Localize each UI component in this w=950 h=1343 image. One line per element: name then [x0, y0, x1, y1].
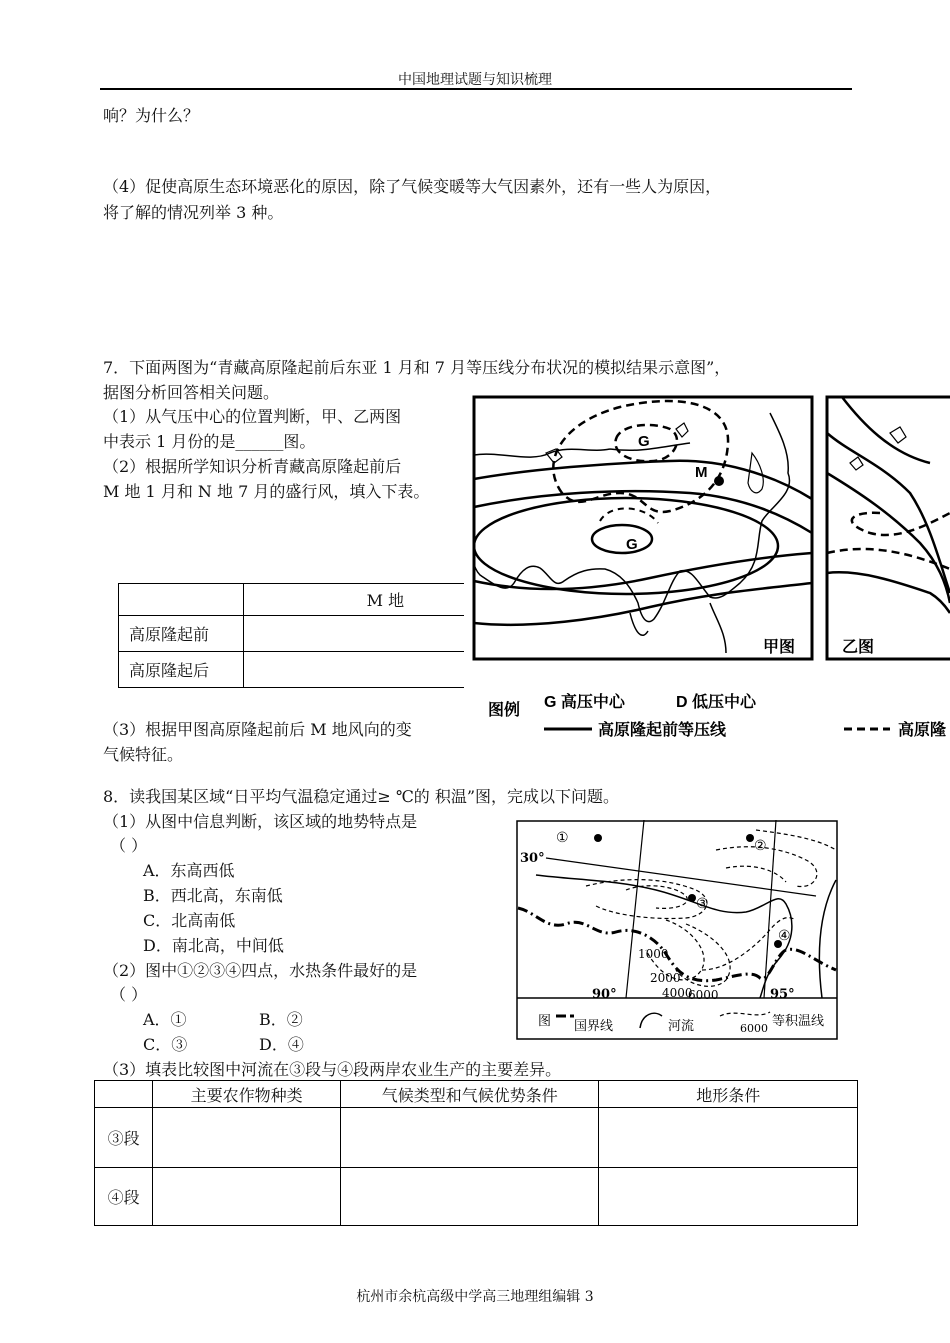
q7-wind-table-container — [118, 583, 464, 689]
map-iso-2000: 2000 — [650, 971, 681, 985]
q6-continuation: 响？为什么？ — [103, 106, 200, 125]
q8-option-d[interactable]: D．南北高，中间低 — [143, 936, 284, 955]
map-legend-river: 河流 — [668, 1019, 695, 1034]
map-yi-label: 乙图 — [842, 639, 875, 656]
q7-part3-line1: （3）根据甲图高原隆起前后 M 地风向的变 — [103, 720, 412, 739]
q7-wind-table — [118, 583, 464, 688]
q8-option-b[interactable]: B．西北高，东南低 — [143, 886, 283, 905]
q7-part3-line2: 气候特征。 — [103, 745, 184, 764]
q6-part4-line1: （4）促使高原生态环境恶化的原因，除了气候变暖等大气因素外，还有一些人为原因， — [103, 177, 722, 196]
q8-table-header-crops: 主要农作物种类 — [153, 1081, 341, 1108]
map-legend-title: 图 — [538, 1014, 552, 1029]
q8-p2-option-c[interactable]: C．③ — [143, 1035, 188, 1054]
q8-table-cell-3-crops[interactable] — [153, 1108, 341, 1168]
q8-part3: （3）填表比较图中河流在③段与④段两岸农业生产的主要差异。 — [103, 1060, 562, 1079]
legend-before-isobar: 高原隆起前等压线 — [598, 722, 727, 739]
legend-high-center: G 高压中心 — [544, 694, 625, 711]
map-jia-high-g1: G — [638, 433, 650, 450]
q8-table-header-terrain: 地形条件 — [599, 1081, 858, 1108]
q7-table-row-before: 高原隆起前 — [119, 616, 244, 652]
map-iso-6000: 6000 — [688, 988, 719, 1002]
q8-table-cell-4-climate[interactable] — [341, 1168, 599, 1226]
map-iso-4000: 4000 — [662, 986, 693, 1000]
q8-table-row-4: ④段 — [95, 1168, 153, 1226]
q8-table-row-3: ③段 — [95, 1108, 153, 1168]
map-jia-label: 甲图 — [763, 639, 796, 656]
map-lat-30: 30° — [520, 851, 545, 866]
legend-title: 图例 — [488, 702, 521, 719]
map-iso-1000: 1000 — [638, 947, 669, 961]
q7-table-cell-before-m[interactable] — [243, 616, 464, 652]
q7-part1-line2: 中表示 1 月份的是______图。 — [103, 432, 316, 451]
q8-accumulated-temp-map — [516, 820, 840, 1042]
q8-part1-line2: （ ） — [110, 836, 148, 855]
q8-comparison-table — [94, 1080, 858, 1226]
q8-part2-line1: （2）图中①②③④四点，水热条件最好的是 — [103, 961, 418, 980]
header-divider — [100, 88, 852, 90]
q7-part2-line1: （2）根据所学知识分析青藏高原隆起前后 — [103, 457, 402, 476]
map-legend-border: 国界线 — [574, 1019, 614, 1034]
q8-table-cell-3-terrain[interactable] — [599, 1108, 858, 1168]
q7-table-header-m: M 地 — [243, 584, 464, 616]
q7-table-row-after: 高原隆起后 — [119, 652, 244, 688]
page-footer: 杭州市余杭高级中学高三地理组编辑 3 — [356, 1289, 594, 1305]
q7-part1-line1: （1）从气压中心的位置判断，甲、乙两图 — [103, 407, 402, 426]
q8-table-cell-4-crops[interactable] — [153, 1168, 341, 1226]
q7-table-cell-after-m[interactable] — [243, 652, 464, 688]
q8-table-header-climate: 气候类型和气候优势条件 — [341, 1081, 599, 1108]
q8-p2-option-d[interactable]: D．④ — [259, 1035, 304, 1054]
map-point-2: ② — [754, 838, 767, 854]
q7-stem-line1: 7．下面两图为“青藏高原隆起前后东亚 1 月和 7 月等压线分布状况的模拟结果示意图”， — [103, 358, 731, 377]
q8-option-c[interactable]: C．北高南低 — [143, 911, 236, 930]
map-point-4: ④ — [778, 928, 791, 944]
map-yi-frame — [827, 397, 950, 659]
q7-isobar-maps — [470, 393, 950, 743]
map-lon-95: 95° — [770, 987, 795, 1002]
q8-table-corner — [95, 1081, 153, 1108]
legend-after-isobar: 高原隆 — [898, 722, 947, 739]
q7-stem-line2: 据图分析回答相关问题。 — [103, 383, 280, 402]
map-legend-isotherm: 等积温线 — [772, 1014, 825, 1029]
q8-p2-option-a[interactable]: A．① — [143, 1010, 187, 1029]
map-point-1: ① — [556, 830, 569, 846]
q8-p2-option-b[interactable]: B．② — [259, 1010, 303, 1029]
map-jia-point-m-dot — [714, 476, 724, 486]
page-header-title: 中国地理试题与知识梳理 — [398, 72, 552, 88]
q7-table-corner — [119, 584, 244, 616]
q6-part4-line2: 将了解的情况列举 3 种。 — [103, 203, 284, 222]
map-jia-high-g2: G — [626, 536, 638, 553]
map-lon-90: 90° — [592, 987, 617, 1002]
map-jia-point-m: M — [695, 464, 708, 481]
q8-stem: 8．读我国某区域“日平均气温稳定通过≥ ℃的 积温”图，完成以下问题。 — [103, 787, 620, 806]
q8-table-cell-3-climate[interactable] — [341, 1108, 599, 1168]
map-point-3: ③ — [696, 896, 709, 912]
q7-part2-line2: M 地 1 月和 N 地 7 月的盛行风，填入下表。 — [103, 482, 430, 501]
q8-table-cell-4-terrain[interactable] — [599, 1168, 858, 1226]
q8-part1-line1: （1）从图中信息判断，该区域的地势特点是 — [103, 812, 418, 831]
map-legend-iso-value: 6000 — [740, 1022, 768, 1035]
q8-option-a[interactable]: A．东高西低 — [143, 861, 235, 880]
legend-low-center: D 低压中心 — [676, 694, 757, 711]
q8-part2-line2: （ ） — [110, 985, 148, 1004]
